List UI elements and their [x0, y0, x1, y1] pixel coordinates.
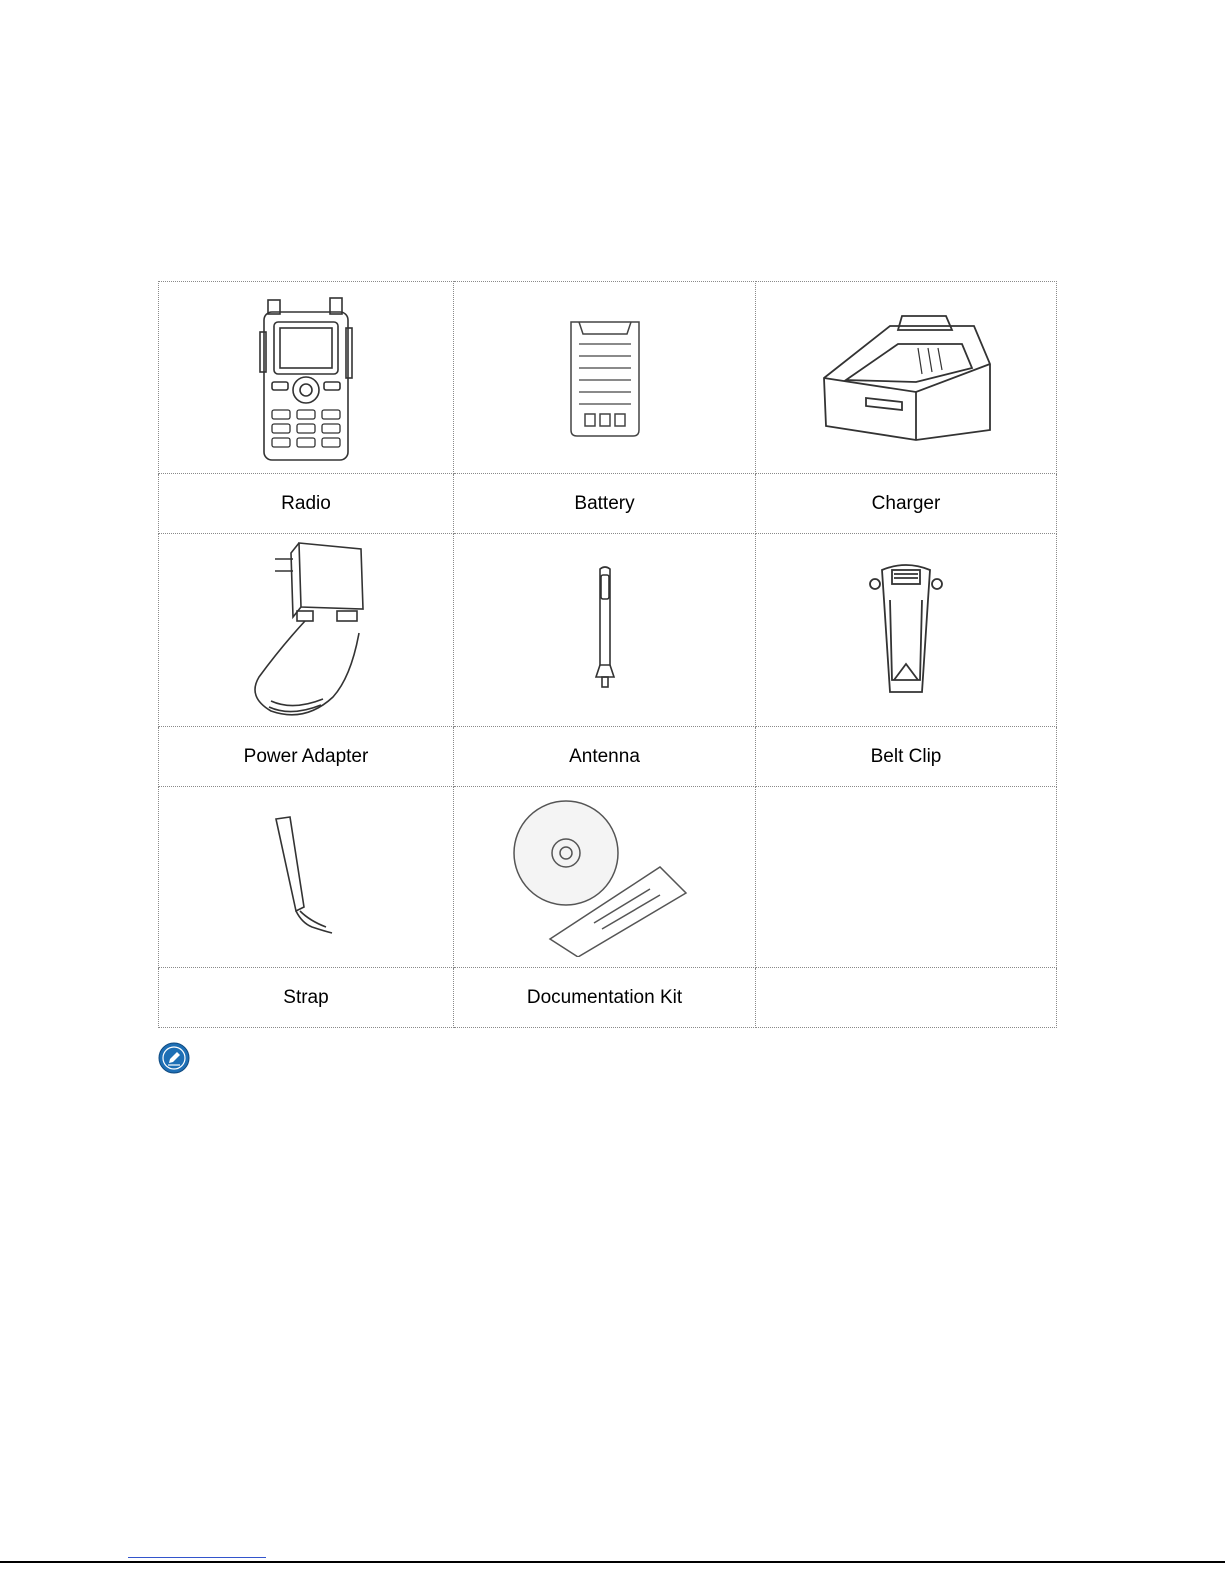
label-row — [159, 727, 1057, 787]
footer-link-underline[interactable] — [128, 1557, 266, 1558]
documentation-kit-cell — [454, 787, 756, 968]
battery-icon — [454, 316, 755, 440]
footer-rule — [0, 1561, 1225, 1563]
image-row — [159, 534, 1057, 727]
package-items-table — [158, 281, 1057, 1028]
item-label: Strap — [159, 968, 454, 1028]
battery-cell — [454, 282, 756, 474]
antenna-icon — [454, 565, 755, 695]
radio-cell — [159, 282, 454, 474]
empty-cell — [756, 787, 1057, 968]
belt-clip-icon — [756, 560, 1056, 700]
strap-cell — [159, 787, 454, 968]
charger-cell — [756, 282, 1057, 474]
item-label: Charger — [756, 474, 1057, 534]
power-adapter-cell — [159, 534, 454, 727]
item-label: Power Adapter — [159, 727, 454, 787]
strap-icon — [159, 815, 453, 939]
note-pencil-icon — [158, 1042, 190, 1074]
belt-clip-cell — [756, 534, 1057, 727]
item-label: Battery — [454, 474, 756, 534]
charger-icon — [756, 308, 1056, 448]
item-label: Antenna — [454, 727, 756, 787]
radio-icon — [159, 292, 453, 464]
image-row — [159, 787, 1057, 968]
power-adapter-icon — [159, 537, 453, 723]
empty-label-cell — [756, 968, 1057, 1028]
item-label: Documentation Kit — [454, 968, 756, 1028]
documentation-kit-icon — [454, 797, 755, 957]
label-row — [159, 968, 1057, 1028]
image-row — [159, 282, 1057, 474]
antenna-cell — [454, 534, 756, 727]
item-label: Radio — [159, 474, 454, 534]
label-row — [159, 474, 1057, 534]
item-label: Belt Clip — [756, 727, 1057, 787]
